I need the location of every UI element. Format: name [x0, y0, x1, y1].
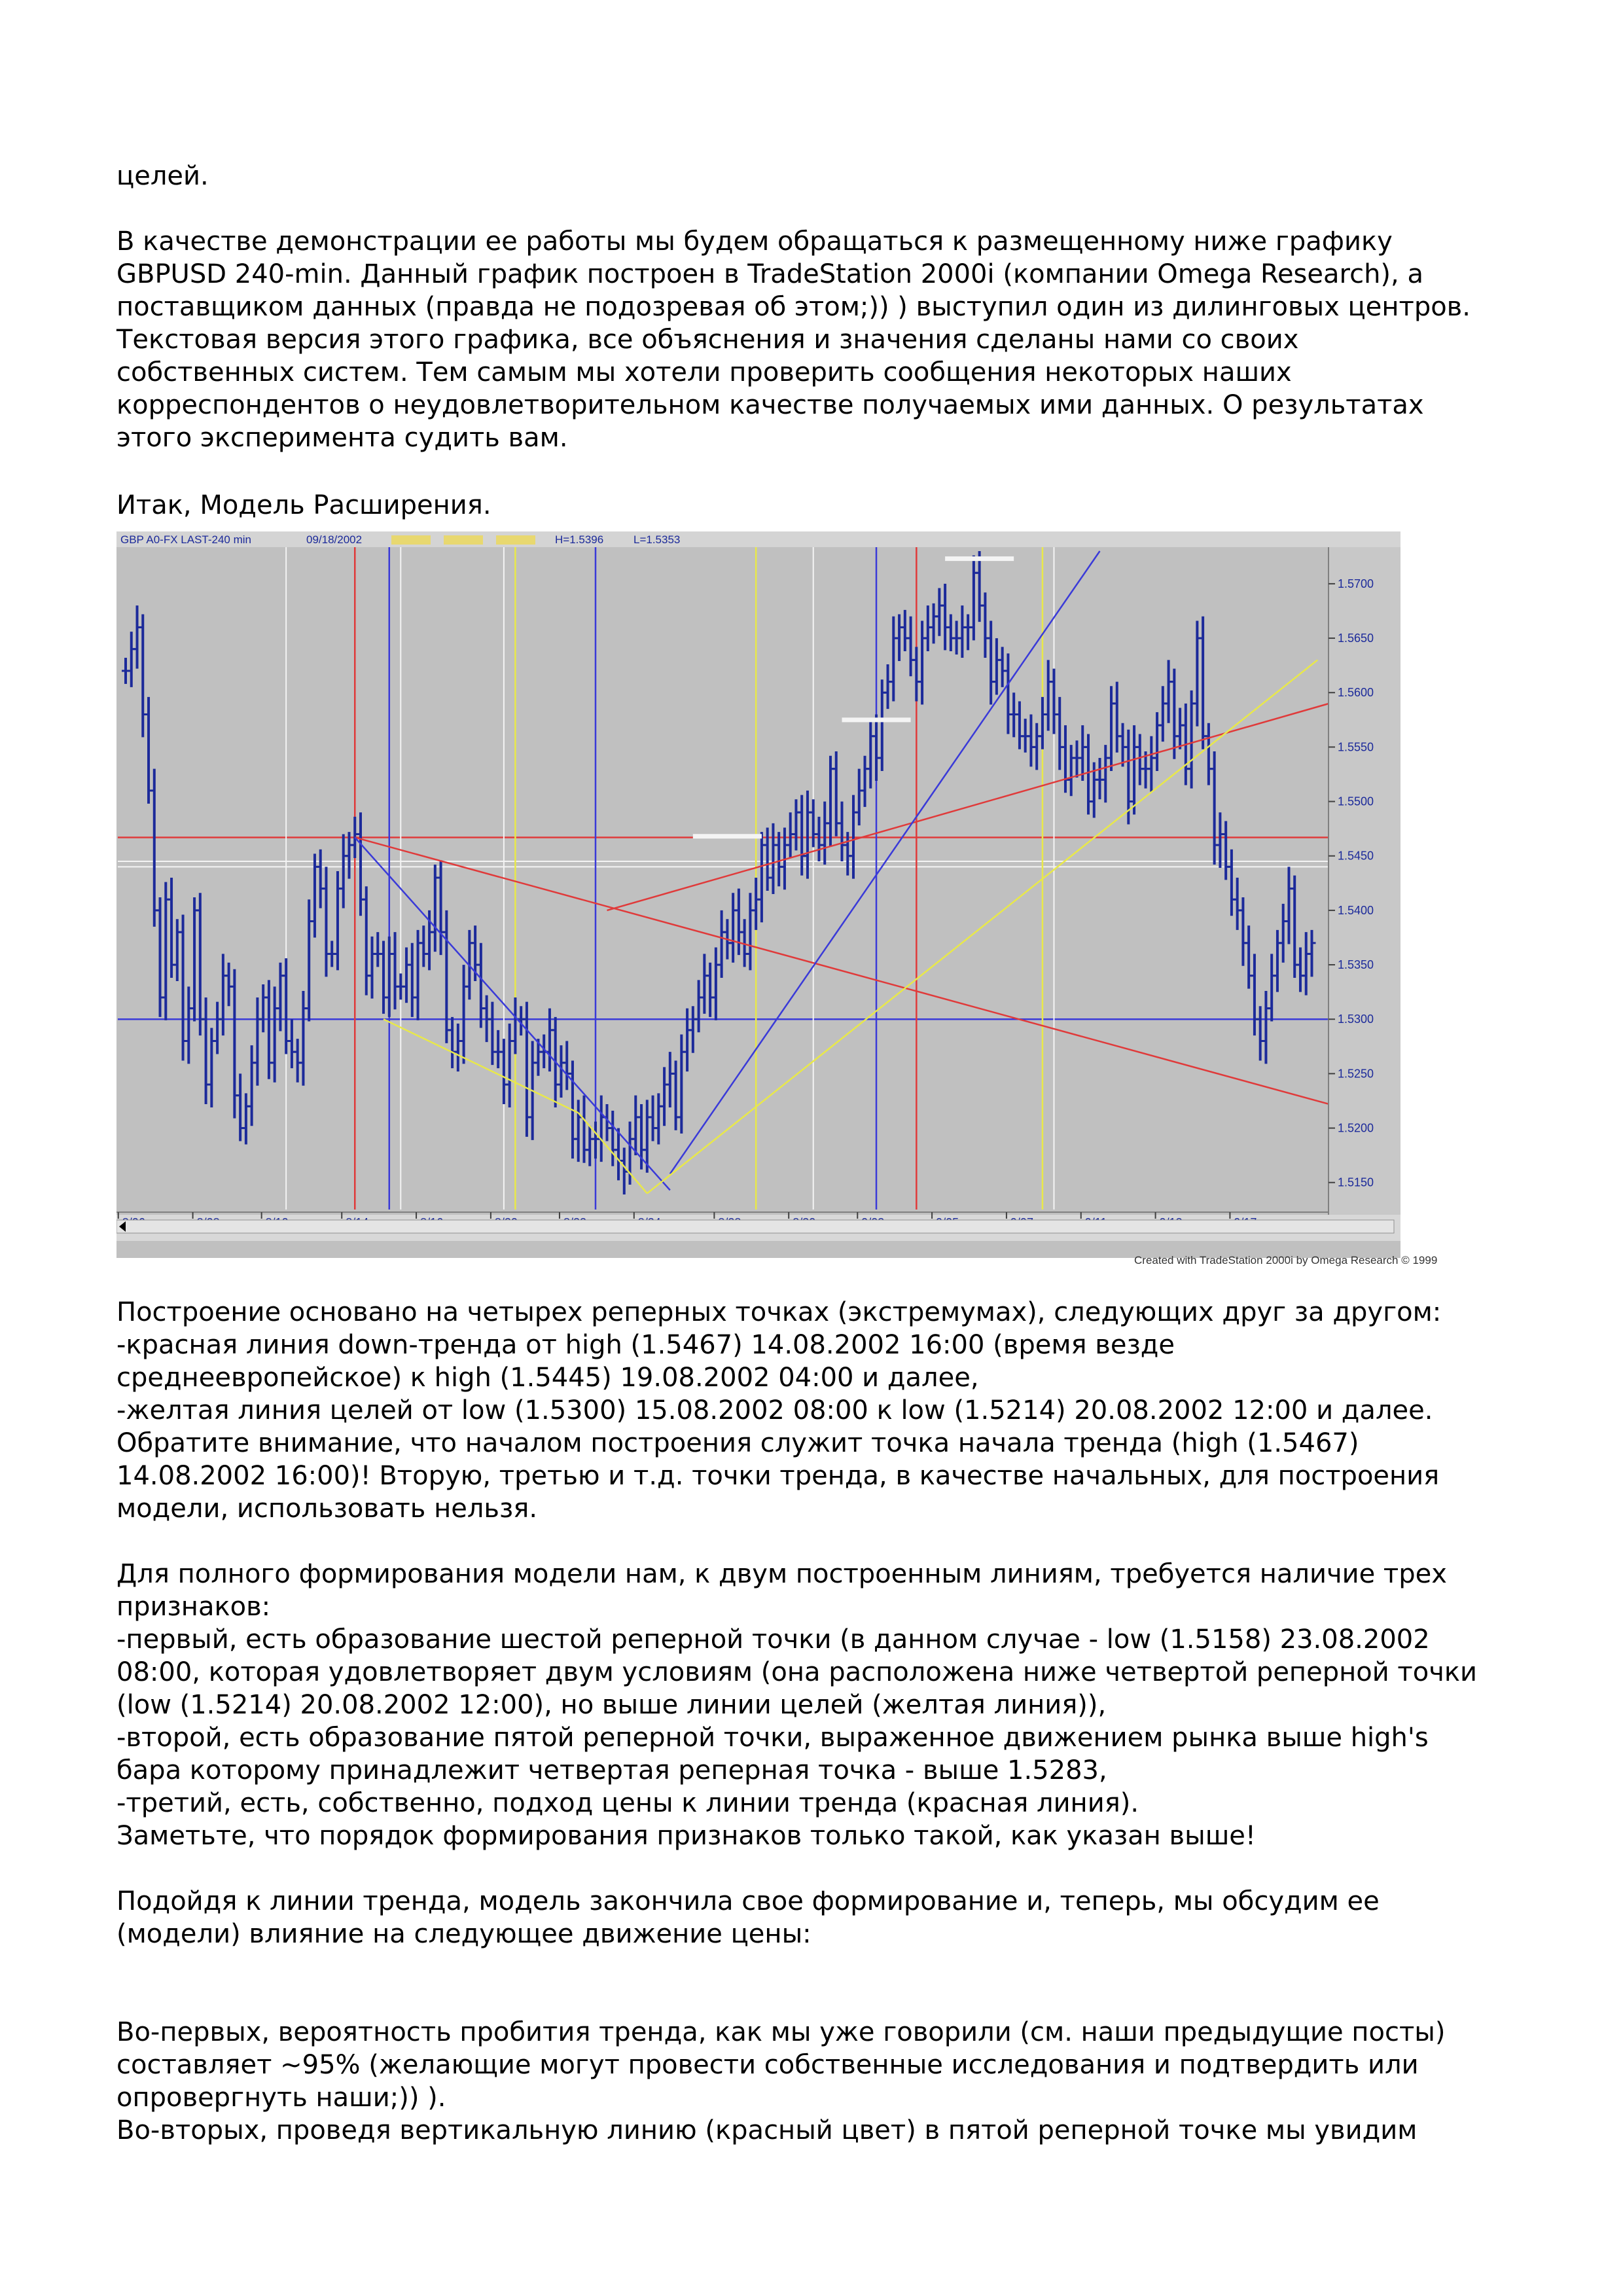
text-line: этого эксперимента судить вам. — [116, 423, 568, 453]
text-line: 08:00, которая удовлетворяет двум условиям (она расположена ниже четвертой реперной точки — [116, 1657, 1477, 1687]
text-line: опровергнуть наши;)) ). — [116, 2083, 446, 2113]
text-line: корреспондентов о неудовлетворительном качестве получаемых ими данных. О результатах — [116, 390, 1424, 420]
header-marker — [391, 535, 431, 545]
text-line: целей. — [116, 161, 209, 191]
chart-symbol: GBP A0-FX LAST-240 min — [120, 533, 251, 546]
text-line: Текстовая версия этого графика, все объяснения и значения сделаны нами со своих — [116, 325, 1299, 355]
text-line: (модели) влияние на следующее движение цены: — [116, 1919, 812, 1949]
price-tick-label: 1.5650 — [1338, 632, 1374, 645]
price-tick-label: 1.5500 — [1338, 795, 1374, 808]
text-line: Заметьте, что порядок формирования признаков только такой, как указан выше! — [116, 1821, 1256, 1851]
text-line: Построение основано на четырех реперных точках (экстремумах), следующих друг за другом: — [116, 1297, 1442, 1327]
paragraph — [116, 1296, 1556, 1525]
price-tick-label: 1.5400 — [1338, 903, 1374, 917]
price-tick-label: 1.5700 — [1338, 577, 1374, 590]
text-line: -первый, есть образование шестой реперной точки (в данном случае - low (1.5158) 23.08.2002 — [116, 1624, 1430, 1655]
text-line: среднеевропейское) к high (1.5445) 19.08.2002 04:00 и далее, — [116, 1363, 979, 1393]
price-tick-label: 1.5200 — [1338, 1121, 1374, 1135]
chart-high: H=1.5396 — [555, 533, 604, 546]
paragraph — [116, 1885, 1556, 1950]
chart-low: L=1.5353 — [633, 533, 681, 546]
chart-date: 09/18/2002 — [306, 533, 363, 546]
text-line: GBPUSD 240-min. Данный график построен в TradeStation 2000i (компании Omega Research), а — [116, 259, 1423, 289]
text-line: поставщиком данных (правда не подозревая об этом;)) ) выступил один из дилинговых центров. — [116, 292, 1471, 322]
header-marker — [496, 535, 535, 545]
text-line: Итак, Модель Расширения. — [116, 490, 491, 520]
text-line: -красная линия down-тренда от high (1.5467) 14.08.2002 16:00 (время везде — [116, 1330, 1175, 1360]
text-line: (low (1.5214) 20.08.2002 12:00), но выше линии целей (желтая линия)), — [116, 1690, 1107, 1720]
price-tick-label: 1.5550 — [1338, 740, 1374, 754]
text-line: Во-вторых, проведя вертикальную линию (красный цвет) в пятой реперной точке мы увидим — [116, 2115, 1418, 2145]
horizontal-scrollbar — [116, 1220, 1394, 1233]
text-line: признаков: — [116, 1592, 271, 1622]
chart-background — [116, 531, 1400, 1258]
header-marker — [444, 535, 483, 545]
paragraph — [116, 2016, 1556, 2147]
chart-credit: Created with TradeStation 2000i by Omega Research © 1999 — [1134, 1254, 1438, 1266]
text-line: модели, использовать нельзя. — [116, 1494, 538, 1524]
text-line: Во-первых, вероятность пробития тренда, как мы уже говорили (см. наши предыдущие посты) — [116, 2017, 1446, 2047]
price-tick-label: 1.5450 — [1338, 849, 1374, 863]
paragraph — [116, 225, 1556, 454]
text-line: собственных систем. Тем самым мы хотели проверить сообщения некоторых наших — [116, 357, 1292, 387]
text-line: Обратите внимание, что началом построения служит точка начала тренда (high (1.5467) — [116, 1428, 1359, 1458]
paragraph — [116, 1558, 1556, 1852]
tradestation-chart — [116, 531, 1438, 1272]
price-tick-label: 1.5600 — [1338, 686, 1374, 700]
text-line: 14.08.2002 16:00)! Вторую, третью и т.д. точки тренда, в качестве начальных, для построения — [116, 1461, 1440, 1491]
price-tick-label: 1.5150 — [1338, 1175, 1374, 1189]
price-tick-label: 1.5250 — [1338, 1067, 1374, 1081]
price-tick-label: 1.5300 — [1338, 1013, 1374, 1026]
text-line: -третий, есть, собственно, подход цены к линии тренда (красная линия). — [116, 1788, 1139, 1818]
text-line: Для полного формирования модели нам, к двум построенным линиям, требуется наличие трех — [116, 1559, 1447, 1589]
text-line: -второй, есть образование пятой реперной точки, выраженное движением рынка выше high's — [116, 1723, 1429, 1753]
text-line: -желтая линия целей от low (1.5300) 15.08.2002 08:00 к low (1.5214) 20.08.2002 12:00 и далее. — [116, 1395, 1433, 1426]
text-line: В качестве демонстрации ее работы мы будем обращаться к размещенному ниже графику — [116, 226, 1393, 257]
text-line: бара которому принадлежит четвертая реперная точка - выше 1.5283, — [116, 1755, 1107, 1785]
paragraph — [116, 489, 1556, 522]
text-line: Подойдя к линии тренда, модель закончила свое формирование и, теперь, мы обсудим ее — [116, 1886, 1380, 1916]
paragraph — [116, 160, 1556, 192]
text-line: составляет ~95% (желающие могут провести собственные исследования и подтвердить или — [116, 2050, 1419, 2080]
price-tick-label: 1.5350 — [1338, 958, 1374, 972]
chart-canvas — [116, 531, 1400, 1258]
price-axis-panel — [1329, 547, 1400, 1215]
